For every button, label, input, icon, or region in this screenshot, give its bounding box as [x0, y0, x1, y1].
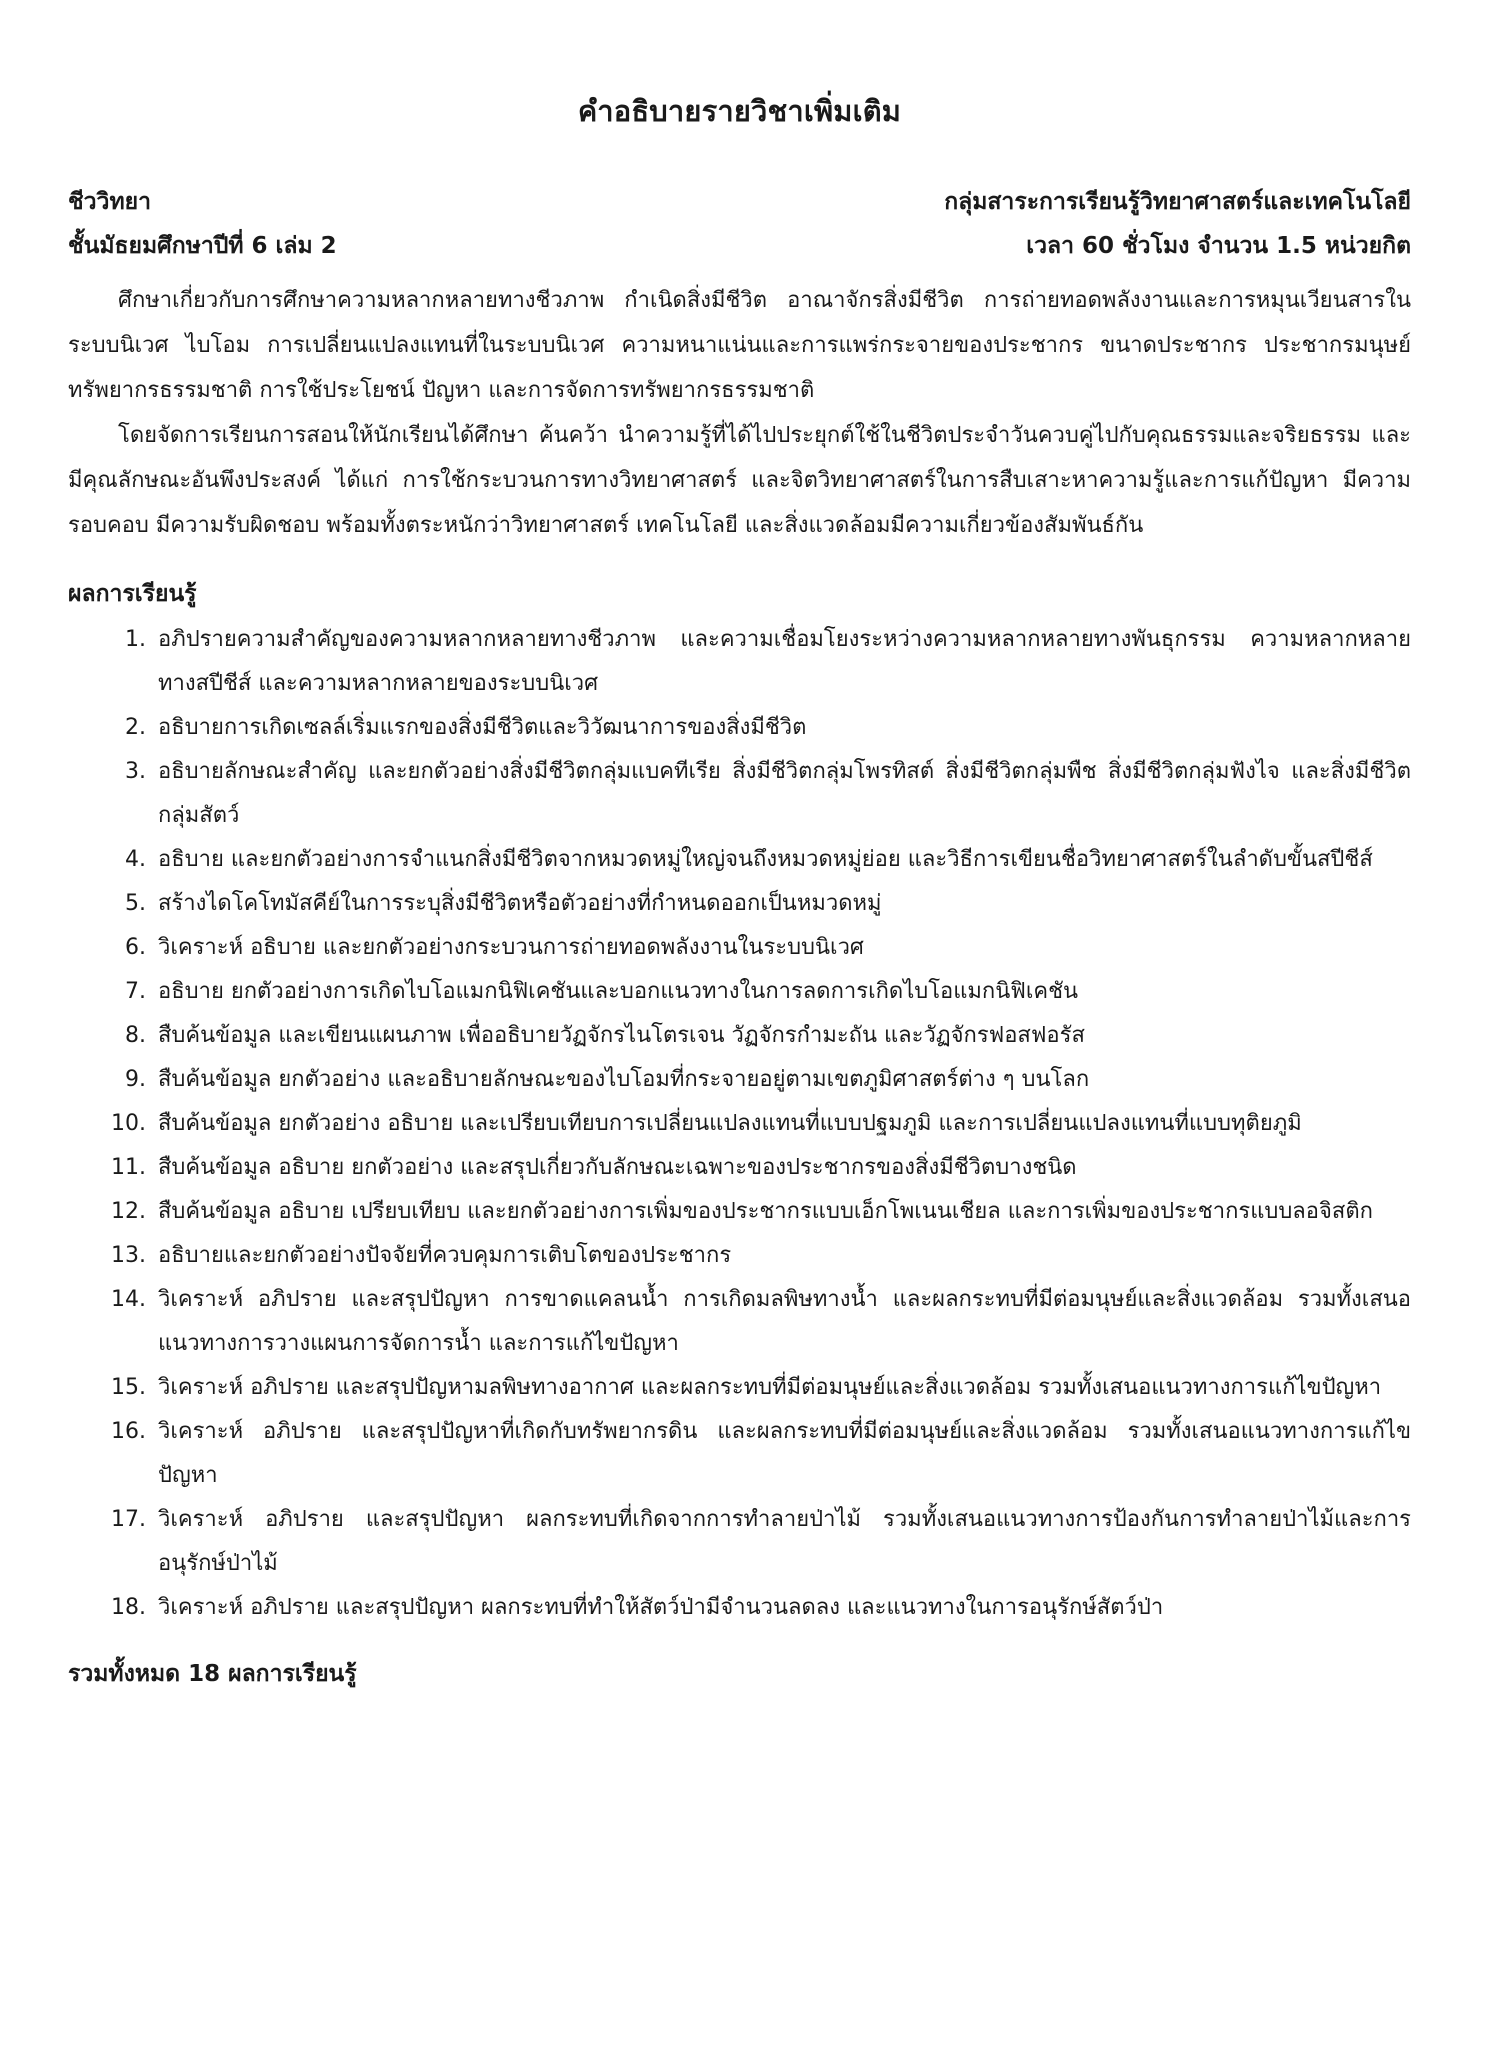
outcome-item — [68, 1586, 1411, 1630]
outcome-item — [68, 1234, 1411, 1278]
outcome-text: อธิบายการเกิดเซลล์เริ่มแรกของสิ่งมีชีวิตและวิวัฒนาการของสิ่งมีชีวิต — [158, 715, 807, 740]
course-meta — [68, 180, 1411, 268]
outcome-number: 7. — [125, 979, 146, 1004]
outcome-item — [68, 618, 1411, 706]
outcomes-heading: ผลการเรียนรู้ — [68, 581, 197, 607]
outcome-number: 10. — [111, 1111, 146, 1136]
outcome-item — [68, 1190, 1411, 1234]
outcome-number: 1. — [125, 627, 146, 652]
outcome-text: สร้างไดโคโทมัสคีย์ในการระบุสิ่งมีชีวิตหรือตัวอย่างที่กำหนดออกเป็นหมวดหมู่ — [158, 891, 882, 916]
outcomes-total: รวมทั้งหมด 18 ผลการเรียนรู้ — [68, 1661, 357, 1687]
outcome-item — [68, 926, 1411, 970]
outcome-text: สืบค้นข้อมูล อธิบาย ยกตัวอย่าง และสรุปเกี่ยวกับลักษณะเฉพาะของประชากรของสิ่งมีชีวิตบางชนิด — [158, 1155, 1077, 1180]
meta-row-2 — [68, 224, 1411, 268]
outcome-item — [68, 1366, 1411, 1410]
outcome-item — [68, 1498, 1411, 1586]
outcome-number: 14. — [111, 1287, 146, 1312]
outcome-text: วิเคราะห์ อธิบาย และยกตัวอย่างกระบวนการถ่ายทอดพลังงานในระบบนิเวศ — [158, 935, 864, 960]
outcome-number: 3. — [125, 759, 146, 784]
outcome-item — [68, 1058, 1411, 1102]
time-credits: เวลา 60 ชั่วโมง จำนวน 1.5 หน่วยกิต — [1026, 233, 1411, 259]
grade-level: ชั้นมัธยมศึกษาปีที่ 6 เล่ม 2 — [68, 233, 337, 259]
learning-area: กลุ่มสาระการเรียนรู้วิทยาศาสตร์และเทคโนโลยี — [944, 189, 1411, 215]
outcome-text: สืบค้นข้อมูล ยกตัวอย่าง อธิบาย และเปรียบเทียบการเปลี่ยนแปลงแทนที่แบบปฐมภูมิ และการเปลี่ยนแปลงแทนที่แบบทุติยภูมิ — [158, 1111, 1302, 1136]
meta-row-1 — [68, 180, 1411, 224]
outcome-number: 17. — [111, 1507, 146, 1532]
page-title: คำอธิบายรายวิชาเพิ่มเติม — [577, 94, 902, 128]
subject-name: ชีววิทยา — [68, 189, 151, 215]
outcome-item — [68, 882, 1411, 926]
outcome-text: อธิบายลักษณะสำคัญ และยกตัวอย่างสิ่งมีชีวิตกลุ่มแบคทีเรีย สิ่งมีชีวิตกลุ่มโพรทิสต์ สิ่งมีชีวิตกลุ่มพืช สิ่งมีชีวิตกลุ่มฟังไจ และสิ่งมีชีวิตกลุ่มสัตว์ — [158, 759, 1411, 828]
outcome-text: วิเคราะห์ อภิปราย และสรุปปัญหา ผลกระทบที่เกิดจากการทำลายป่าไม้ รวมทั้งเสนอแนวทางการป้องกันการทำลายป่าไม้และการอนุรักษ์ป่าไม้ — [158, 1507, 1411, 1576]
outcome-text: สืบค้นข้อมูล อธิบาย เปรียบเทียบ และยกตัวอย่างการเพิ่มของประชากรแบบเอ็กโพเนนเชียล และการเพิ่มของประชากรแบบลอจิสติก — [158, 1199, 1373, 1224]
outcome-number: 4. — [125, 847, 146, 872]
outcomes-list — [68, 618, 1411, 1630]
outcome-text: สืบค้นข้อมูล และเขียนแผนภาพ เพื่ออธิบายวัฏจักรไนโตรเจน วัฏจักรกำมะถัน และวัฏจักรฟอสฟอรัส — [158, 1023, 1085, 1048]
outcome-text: วิเคราะห์ อภิปราย และสรุปปัญหาที่เกิดกับทรัพยากรดิน และผลกระทบที่มีต่อมนุษย์และสิ่งแวดล้อม รวมทั้งเสนอแนวทางการแก้ไขปัญหา — [158, 1419, 1411, 1488]
outcome-number: 2. — [125, 715, 146, 740]
outcome-number: 16. — [111, 1419, 146, 1444]
outcome-number: 18. — [111, 1595, 146, 1620]
outcome-item — [68, 1278, 1411, 1366]
outcome-text: อธิบาย และยกตัวอย่างการจำแนกสิ่งมีชีวิตจากหมวดหมู่ใหญ่จนถึงหมวดหมู่ย่อย และวิธีการเขียนชื่อวิทยาศาสตร์ในลำดับขั้นสปีชีส์ — [158, 847, 1373, 872]
outcome-text: สืบค้นข้อมูล ยกตัวอย่าง และอธิบายลักษณะของไบโอมที่กระจายอยู่ตามเขตภูมิศาสตร์ต่าง ๆ บนโลก — [158, 1067, 1090, 1092]
outcome-item — [68, 838, 1411, 882]
outcome-number: 5. — [125, 891, 146, 916]
outcome-number: 9. — [125, 1067, 146, 1092]
outcome-item — [68, 1014, 1411, 1058]
outcome-number: 12. — [111, 1199, 146, 1224]
outcome-text: วิเคราะห์ อภิปราย และสรุปปัญหา ผลกระทบที่ทำให้สัตว์ป่ามีจำนวนลดลง และแนวทางในการอนุรักษ์สัตว์ป่า — [158, 1595, 1164, 1620]
outcome-number: 11. — [111, 1155, 146, 1180]
outcome-text: อภิปรายความสำคัญของความหลากหลายทางชีวภาพ และความเชื่อมโยงระหว่างความหลากหลายทางพันธุกรรม ความหลากหลายทางสปีชีส์ และความหลากหลายของระบบนิเวศ — [158, 627, 1411, 696]
outcome-number: 15. — [111, 1375, 146, 1400]
outcome-text: วิเคราะห์ อภิปราย และสรุปปัญหา การขาดแคลนน้ำ การเกิดมลพิษทางน้ำ และผลกระทบที่มีต่อมนุษย์และสิ่งแวดล้อม รวมทั้งเสนอแนวทางการวางแผนการจัดการน้ำ และการแก้ไขปัญหา — [158, 1287, 1411, 1356]
outcome-item — [68, 970, 1411, 1014]
outcome-number: 13. — [111, 1243, 146, 1268]
course-description — [68, 278, 1411, 548]
outcome-item — [68, 750, 1411, 838]
outcome-number: 6. — [125, 935, 146, 960]
description-paragraph: โดยจัดการเรียนการสอนให้นักเรียนได้ศึกษา ค้นคว้า นำความรู้ที่ได้ไปประยุกต์ใช้ในชีวิตประจำวันควบคู่ไปกับคุณธรรมและจริยธรรม และมีคุณลักษณะอันพึงประสงค์ ได้แก่ การใช้กระบวนการทางวิทยาศาสตร์ และจิตวิทยาศาสตร์ในการสืบเสาะหาความรู้และการแก้ปัญหา มีความรอบคอบ มีความรับผิดชอบ พร้อมทั้งตระหนักว่าวิทยาศาสตร์ เทคโนโลยี และสิ่งแวดล้อมมีความเกี่ยวข้องสัมพันธ์กัน — [68, 423, 1411, 538]
outcome-item — [68, 1102, 1411, 1146]
outcome-text: วิเคราะห์ อภิปราย และสรุปปัญหามลพิษทางอากาศ และผลกระทบที่มีต่อมนุษย์และสิ่งแวดล้อม รวมทั้งเสนอแนวทางการแก้ไขปัญหา — [158, 1375, 1382, 1400]
outcome-text: อธิบายและยกตัวอย่างปัจจัยที่ควบคุมการเติบโตของประชากร — [158, 1243, 732, 1268]
outcome-item — [68, 1410, 1411, 1498]
outcome-item — [68, 1146, 1411, 1190]
outcome-text: อธิบาย ยกตัวอย่างการเกิดไบโอแมกนิฟิเคชันและบอกแนวทางในการลดการเกิดไบโอแมกนิฟิเคชัน — [158, 979, 1079, 1004]
outcome-number: 8. — [125, 1023, 146, 1048]
description-paragraph: ศึกษาเกี่ยวกับการศึกษาความหลากหลายทางชีวภาพ กำเนิดสิ่งมีชีวิต อาณาจักรสิ่งมีชีวิต การถ่ายทอดพลังงานและการหมุนเวียนสารในระบบนิเวศ ไบโอม การเปลี่ยนแปลงแทนที่ในระบบนิเวศ ความหนาแน่นและการแพร่กระจายของประชากร ขนาดประชากร ประชากรมนุษย์ ทรัพยากรธรรมชาติ การใช้ประโยชน์ ปัญหา และการจัดการทรัพยากรธรรมชาติ — [68, 288, 1411, 403]
outcome-item — [68, 706, 1411, 750]
